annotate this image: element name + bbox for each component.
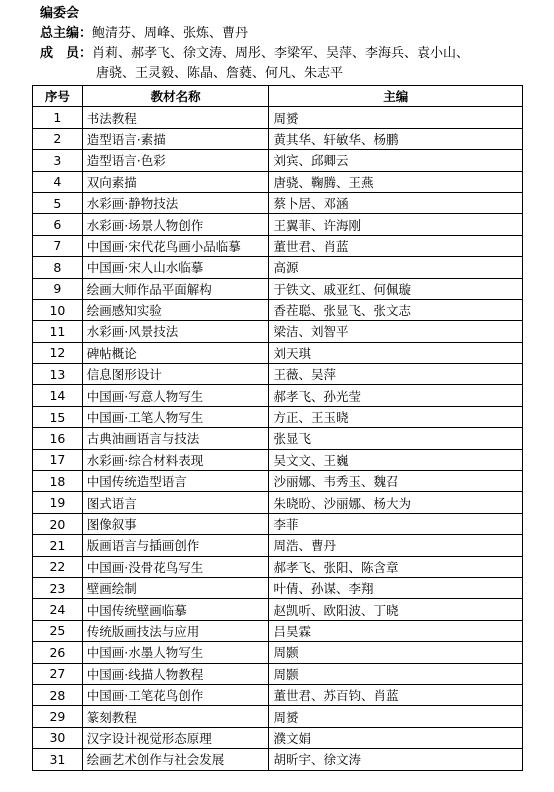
cell-number: 31 — [33, 749, 83, 770]
table-row — [33, 684, 523, 705]
table-row — [33, 385, 523, 406]
cell-editor: 周赟 — [269, 107, 523, 128]
table-row — [33, 727, 523, 748]
cell-textbook-name: 碑帖概论 — [82, 342, 269, 363]
cell-number: 13 — [33, 364, 83, 385]
table-row — [33, 492, 523, 513]
cell-textbook-name: 中国画·线描人物教程 — [82, 663, 269, 684]
table-row — [33, 257, 523, 278]
cell-editor: 濮文娟 — [269, 727, 523, 748]
cell-number: 8 — [33, 257, 83, 278]
cell-number: 30 — [33, 727, 83, 748]
header-textbook-name: 教材名称 — [82, 86, 269, 107]
table-row — [33, 107, 523, 128]
cell-textbook-name: 水彩画·综合材料表现 — [82, 449, 269, 470]
cell-textbook-name: 中国画·水墨人物写生 — [82, 642, 269, 663]
cell-number: 20 — [33, 513, 83, 534]
table-row — [33, 599, 523, 620]
cell-textbook-name: 水彩画·场景人物创作 — [82, 214, 269, 235]
cell-number: 29 — [33, 706, 83, 727]
cell-textbook-name: 图像叙事 — [82, 513, 269, 534]
cell-textbook-name: 书法教程 — [82, 107, 269, 128]
cell-textbook-name: 绘画大师作品平面解构 — [82, 278, 269, 299]
cell-editor: 香茬聪、张显飞、张文志 — [269, 299, 523, 320]
cell-editor: 刘天琪 — [269, 342, 523, 363]
cell-number: 4 — [33, 171, 83, 192]
members-label: 成 员： — [40, 46, 93, 61]
cell-textbook-name: 双向素描 — [82, 171, 269, 192]
table-row — [33, 278, 523, 299]
cell-editor: 郝孝飞、张阳、陈含章 — [269, 556, 523, 577]
cell-number: 1 — [33, 107, 83, 128]
cell-number: 18 — [33, 471, 83, 492]
table-row — [33, 214, 523, 235]
table-row — [33, 128, 523, 149]
cell-editor: 王薇、吴萍 — [269, 364, 523, 385]
table-row — [33, 150, 523, 171]
table-row — [33, 171, 523, 192]
cell-editor: 唐骁、鞠腾、王燕 — [269, 171, 523, 192]
committee-title: 编委会 — [40, 6, 80, 21]
cell-textbook-name: 水彩画·风景技法 — [82, 321, 269, 342]
cell-number: 7 — [33, 235, 83, 256]
header-number: 序号 — [33, 86, 83, 107]
cell-number: 17 — [33, 449, 83, 470]
table-row — [33, 192, 523, 213]
cell-textbook-name: 传统版画技法与应用 — [82, 620, 269, 641]
table-row — [33, 642, 523, 663]
table-row — [33, 535, 523, 556]
cell-number: 5 — [33, 192, 83, 213]
cell-number: 12 — [33, 342, 83, 363]
table-row — [33, 513, 523, 534]
cell-textbook-name: 图式语言 — [82, 492, 269, 513]
cell-editor: 高源 — [269, 257, 523, 278]
cell-editor: 梁洁、刘智平 — [269, 321, 523, 342]
table-row — [33, 471, 523, 492]
cell-editor: 蔡卜居、邓涵 — [269, 192, 523, 213]
table-row — [33, 706, 523, 727]
cell-number: 14 — [33, 385, 83, 406]
cell-number: 15 — [33, 406, 83, 427]
cell-number: 3 — [33, 150, 83, 171]
table-row — [33, 428, 523, 449]
cell-editor: 于铁文、戚亚红、何佩璇 — [269, 278, 523, 299]
cell-editor: 刘宾、邱卿云 — [269, 150, 523, 171]
cell-textbook-name: 信息图形设计 — [82, 364, 269, 385]
cell-textbook-name: 造型语言·色彩 — [82, 150, 269, 171]
table-row — [33, 299, 523, 320]
cell-number: 23 — [33, 577, 83, 598]
table-row — [33, 321, 523, 342]
table-row — [33, 342, 523, 363]
cell-editor: 叶倩、孙谋、李翔 — [269, 577, 523, 598]
table-row — [33, 577, 523, 598]
header-editor: 主编 — [269, 86, 523, 107]
cell-number: 27 — [33, 663, 83, 684]
cell-number: 24 — [33, 599, 83, 620]
cell-textbook-name: 中国画·工笔人物写生 — [82, 406, 269, 427]
cell-textbook-name: 绘画感知实验 — [82, 299, 269, 320]
table-row — [33, 749, 523, 770]
table-row — [33, 663, 523, 684]
cell-textbook-name: 绘画艺术创作与社会发展 — [82, 749, 269, 770]
members-names-line-1: 肖莉、郝孝飞、徐文涛、周彤、李梁军、吴萍、李海兵、袁小山、 — [92, 46, 470, 61]
cell-textbook-name: 水彩画·静物技法 — [82, 192, 269, 213]
cell-textbook-name: 造型语言·素描 — [82, 128, 269, 149]
table-row — [33, 556, 523, 577]
cell-editor: 张显飞 — [269, 428, 523, 449]
cell-editor: 赵凯听、欧阳波、丁晓 — [269, 599, 523, 620]
cell-editor: 胡昕宇、徐文涛 — [269, 749, 523, 770]
cell-number: 6 — [33, 214, 83, 235]
chief-editor-label: 总主编： — [40, 26, 93, 41]
cell-number: 19 — [33, 492, 83, 513]
cell-editor: 王翼菲、许海刚 — [269, 214, 523, 235]
cell-number: 28 — [33, 684, 83, 705]
cell-editor: 周浩、曹丹 — [269, 535, 523, 556]
cell-textbook-name: 中国传统造型语言 — [82, 471, 269, 492]
cell-editor: 郝孝飞、孙光莹 — [269, 385, 523, 406]
cell-textbook-name: 古典油画语言与技法 — [82, 428, 269, 449]
members-names-line-2: 唐骁、王灵毅、陈晶、詹蕤、何凡、朱志平 — [96, 66, 344, 81]
table-row — [33, 406, 523, 427]
cell-textbook-name: 中国画·工笔花鸟创作 — [82, 684, 269, 705]
cell-editor: 董世君、肖蓝 — [269, 235, 523, 256]
table-header-row — [33, 86, 523, 107]
cell-number: 9 — [33, 278, 83, 299]
cell-textbook-name: 中国画·宋代花鸟画小品临摹 — [82, 235, 269, 256]
cell-editor: 董世君、苏百钧、肖蓝 — [269, 684, 523, 705]
committee-section — [40, 4, 520, 84]
table-row — [33, 235, 523, 256]
cell-number: 2 — [33, 128, 83, 149]
cell-editor: 沙丽娜、韦秀玉、魏召 — [269, 471, 523, 492]
cell-editor: 吴文文、王巍 — [269, 449, 523, 470]
table-row — [33, 620, 523, 641]
chief-editor-names: 鲍清芬、周峰、张炼、曹丹 — [92, 26, 249, 41]
cell-textbook-name: 篆刻教程 — [82, 706, 269, 727]
textbook-table — [32, 85, 523, 771]
table-row — [33, 364, 523, 385]
cell-number: 10 — [33, 299, 83, 320]
table-row — [33, 449, 523, 470]
cell-textbook-name: 中国画·写意人物写生 — [82, 385, 269, 406]
cell-editor: 朱晓昐、沙丽娜、杨大为 — [269, 492, 523, 513]
cell-textbook-name: 汉字设计视觉形态原理 — [82, 727, 269, 748]
cell-textbook-name: 版画语言与插画创作 — [82, 535, 269, 556]
cell-editor: 李菲 — [269, 513, 523, 534]
cell-number: 16 — [33, 428, 83, 449]
cell-textbook-name: 中国画·宋人山水临摹 — [82, 257, 269, 278]
cell-number: 21 — [33, 535, 83, 556]
cell-number: 25 — [33, 620, 83, 641]
cell-editor: 周颢 — [269, 663, 523, 684]
cell-editor: 吕昊霖 — [269, 620, 523, 641]
cell-textbook-name: 壁画绘制 — [82, 577, 269, 598]
cell-textbook-name: 中国传统壁画临摹 — [82, 599, 269, 620]
cell-editor: 方正、王玉晓 — [269, 406, 523, 427]
cell-number: 26 — [33, 642, 83, 663]
cell-number: 22 — [33, 556, 83, 577]
cell-editor: 黄其华、轩敏华、杨鹏 — [269, 128, 523, 149]
cell-number: 11 — [33, 321, 83, 342]
cell-editor: 周赟 — [269, 706, 523, 727]
cell-textbook-name: 中国画·没骨花鸟写生 — [82, 556, 269, 577]
cell-editor: 周颢 — [269, 642, 523, 663]
